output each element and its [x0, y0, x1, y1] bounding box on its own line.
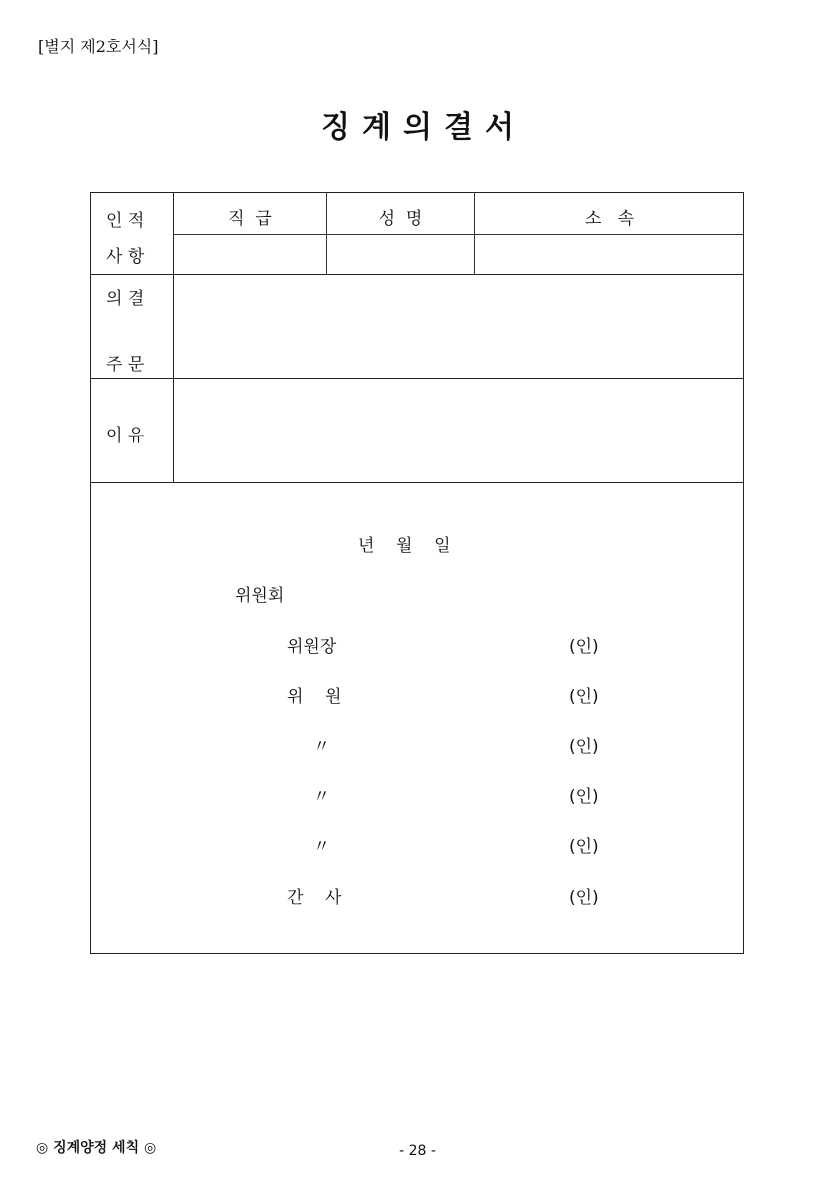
signer-role: 〃	[313, 837, 330, 857]
seal-mark: (인)	[569, 787, 599, 807]
seal-mark: (인)	[569, 687, 599, 707]
signer-role: 위원장	[287, 637, 337, 657]
signer-role: 간 사	[287, 888, 342, 908]
date-line: 년 월 일	[358, 536, 451, 556]
rank-value-field[interactable]	[175, 236, 325, 273]
signer-role: 〃	[313, 737, 330, 757]
signer-role: 위 원	[287, 687, 342, 707]
reason-content-field[interactable]	[175, 380, 742, 481]
affiliation-value-field[interactable]	[476, 236, 742, 273]
decision-label-line2: 주 문	[106, 355, 145, 375]
name-value-field[interactable]	[328, 236, 473, 273]
committee-name: 위원회	[235, 586, 285, 606]
seal-mark: (인)	[569, 837, 599, 857]
row-divider-reason	[90, 482, 744, 483]
personal-info-label-line1: 인 적	[106, 211, 145, 231]
decision-label-line1: 의 결	[106, 289, 145, 309]
row-divider-personal	[90, 274, 744, 275]
affiliation-column-header: 소 속	[584, 209, 635, 229]
decision-content-field[interactable]	[175, 276, 742, 377]
seal-mark: (인)	[569, 637, 599, 657]
form-number-label: [별지 제2호서식]	[38, 37, 159, 56]
label-column-divider	[173, 192, 174, 483]
document-title: 징계의결서	[321, 110, 526, 145]
personal-info-label-line2: 사 항	[106, 247, 145, 267]
seal-mark: (인)	[569, 737, 599, 757]
rank-column-header: 직 급	[228, 209, 272, 229]
seal-mark: (인)	[569, 888, 599, 908]
name-column-header: 성 명	[378, 209, 423, 229]
row-divider-decision	[90, 378, 744, 379]
footer-section-title: ◎ 징계양정 세칙 ◎	[36, 1140, 157, 1156]
personal-header-divider	[173, 234, 744, 235]
reason-label: 이 유	[106, 426, 145, 446]
page-number: - 28 -	[399, 1143, 436, 1159]
signer-role: 〃	[313, 787, 330, 807]
